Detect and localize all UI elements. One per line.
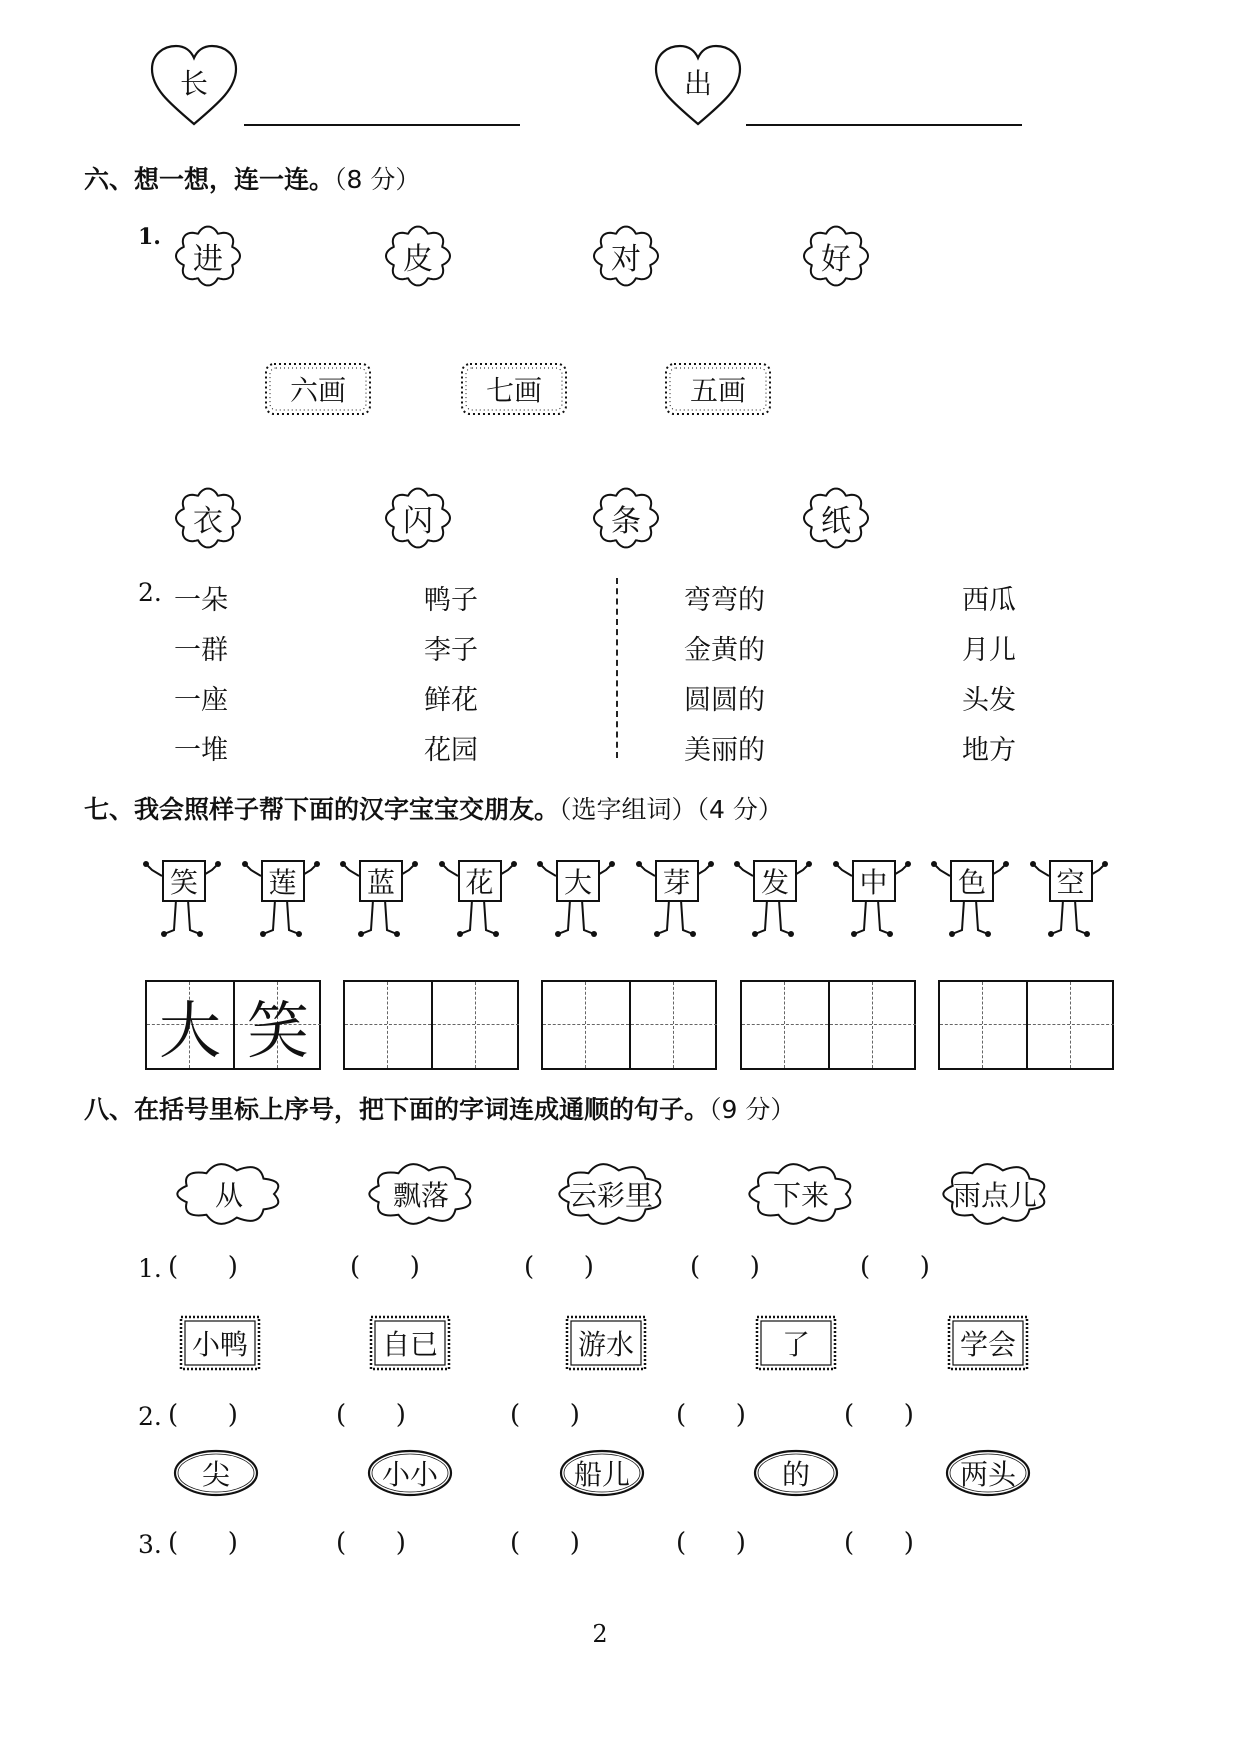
guide-line: [475, 982, 476, 1068]
guide-line: [872, 982, 873, 1068]
character-box[interactable]: 发: [753, 860, 797, 902]
stamp-word-label: 小鸭: [191, 1328, 248, 1361]
example-char: 笑: [246, 993, 309, 1067]
grid-cell[interactable]: [629, 982, 717, 1068]
character-box[interactable]: 大: [556, 860, 600, 902]
flower-char: 进: [193, 242, 223, 277]
page-number: 2: [592, 1620, 608, 1648]
grid-cell[interactable]: [1026, 982, 1114, 1068]
order-answer-blank[interactable]: ( ): [676, 1400, 746, 1430]
character-figure: [339, 858, 419, 948]
character-figure: [142, 858, 222, 948]
cloud-word[interactable]: [940, 1162, 1050, 1226]
section6-score: （8 分）: [334, 165, 421, 194]
order-answer-blank[interactable]: ( ): [524, 1252, 594, 1282]
character-box[interactable]: 中: [852, 860, 896, 902]
sentence-number: 1.: [138, 1254, 162, 1283]
cloud-word-label: 雨点儿: [952, 1179, 1037, 1212]
stamp-word-label: 学会: [959, 1328, 1016, 1361]
character-figure: [930, 858, 1010, 948]
example-char: 大: [158, 993, 221, 1067]
flower-char-0[interactable]: [170, 482, 246, 554]
section6-title: 六、想一想，连一连。: [84, 165, 335, 194]
character-figure: [438, 858, 518, 948]
order-answer-blank[interactable]: ( ): [510, 1528, 580, 1558]
character-box[interactable]: 空: [1049, 860, 1093, 902]
character-box[interactable]: 色: [950, 860, 994, 902]
heart-char: 出: [683, 67, 712, 100]
cloud-word[interactable]: [366, 1162, 476, 1226]
stroke-count-box[interactable]: [262, 360, 374, 418]
character-box[interactable]: 花: [458, 860, 502, 902]
cloud-word-label: 云彩里: [568, 1179, 653, 1212]
order-answer-blank[interactable]: ( ): [676, 1528, 746, 1558]
flower-char-3[interactable]: [798, 482, 874, 554]
noun-left[interactable]: 鲜花: [424, 685, 478, 716]
order-answer-blank[interactable]: ( ): [168, 1252, 238, 1282]
adjective[interactable]: 美丽的: [684, 735, 765, 766]
cloud-word[interactable]: [556, 1162, 666, 1226]
guide-line: [982, 982, 983, 1068]
noun-right[interactable]: 地方: [962, 735, 1016, 766]
section-heading: [84, 160, 420, 196]
character-box[interactable]: 芽: [655, 860, 699, 902]
question-number: 1.: [138, 224, 161, 250]
measure-word[interactable]: 一堆: [174, 735, 228, 766]
cloud-word[interactable]: [746, 1162, 856, 1226]
guide-line: [1070, 982, 1071, 1068]
grid-cell[interactable]: [431, 982, 519, 1068]
oval-word[interactable]: [944, 1448, 1032, 1498]
adjective[interactable]: 金黄的: [684, 635, 765, 666]
stamp-word[interactable]: [564, 1314, 648, 1372]
grid-cell: [233, 982, 321, 1068]
guide-line: [585, 982, 586, 1068]
guide-line: [673, 982, 674, 1068]
order-answer-blank[interactable]: ( ): [844, 1400, 914, 1430]
flower-char: 纸: [821, 504, 851, 539]
guide-line: [387, 982, 388, 1068]
cloud-word-label: 飘落: [392, 1179, 449, 1212]
flower-char-0[interactable]: [170, 220, 246, 292]
sentence-number: 2.: [138, 1402, 162, 1431]
measure-word[interactable]: 一群: [174, 635, 228, 666]
measure-word[interactable]: 一朵: [174, 585, 228, 616]
adjective[interactable]: 弯弯的: [684, 585, 765, 616]
stroke-count-label: 七画: [485, 374, 542, 407]
character-figure: [241, 858, 321, 948]
grid-cell[interactable]: [742, 982, 828, 1068]
noun-right[interactable]: 西瓜: [962, 585, 1016, 616]
stamp-word-label: 了: [781, 1328, 810, 1361]
oval-word-label: 尖: [201, 1458, 230, 1491]
answer-line[interactable]: [244, 124, 520, 126]
flower-char-3[interactable]: [798, 220, 874, 292]
flower-char-1[interactable]: [380, 220, 456, 292]
order-answer-blank[interactable]: ( ): [168, 1400, 238, 1430]
answer-word-grid[interactable]: [541, 980, 717, 1070]
stamp-word-label: 自已: [381, 1328, 438, 1361]
answer-word-grid[interactable]: [343, 980, 519, 1070]
grid-cell[interactable]: [940, 982, 1026, 1068]
flower-char: 闪: [403, 504, 433, 539]
noun-left[interactable]: 李子: [424, 635, 478, 666]
noun-right[interactable]: 头发: [962, 685, 1016, 716]
flower-char-1[interactable]: [380, 482, 456, 554]
answer-line[interactable]: [746, 124, 1022, 126]
section8-title: 八、在括号里标上序号，把下面的字词连成通顺的句子。: [84, 1095, 710, 1124]
character-box[interactable]: 笑: [162, 860, 206, 902]
guide-line: [1028, 1024, 1114, 1025]
order-answer-blank[interactable]: ( ): [168, 1528, 238, 1558]
oval-word[interactable]: [172, 1448, 260, 1498]
oval-word-label: 两头: [959, 1458, 1016, 1491]
order-answer-blank[interactable]: ( ): [336, 1528, 406, 1558]
heart-shape-chang: [148, 44, 240, 128]
question-number: 2.: [138, 578, 162, 607]
stroke-count-box[interactable]: [458, 360, 570, 418]
adjective[interactable]: 圆圆的: [684, 685, 765, 716]
character-box[interactable]: 蓝: [359, 860, 403, 902]
stroke-count-label: 五画: [689, 374, 746, 407]
flower-char: 衣: [193, 504, 223, 539]
order-answer-blank[interactable]: ( ): [336, 1400, 406, 1430]
character-figure: [832, 858, 912, 948]
section7-score: （选字组词）（4 分）: [559, 795, 783, 824]
character-figure: [536, 858, 616, 948]
noun-right[interactable]: 月儿: [962, 635, 1016, 666]
stroke-count-box[interactable]: [662, 360, 774, 418]
character-box[interactable]: 莲: [261, 860, 305, 902]
guide-line: [784, 982, 785, 1068]
cloud-word-label: 从: [214, 1179, 243, 1212]
character-figure: [635, 858, 715, 948]
character-figure: [1029, 858, 1109, 948]
section8-score: （9 分）: [709, 1095, 796, 1124]
order-answer-blank[interactable]: ( ): [844, 1528, 914, 1558]
oval-word-label: 小小: [381, 1458, 438, 1491]
flower-char-2[interactable]: [588, 482, 664, 554]
flower-char: 皮: [403, 242, 433, 277]
flower-char-2[interactable]: [588, 220, 664, 292]
grid-cell[interactable]: [828, 982, 916, 1068]
section-heading: [84, 790, 783, 826]
section7-title: 七、我会照样子帮下面的汉字宝宝交朋友。: [84, 795, 560, 824]
cloud-word[interactable]: [174, 1162, 284, 1226]
guide-line: [345, 1024, 431, 1025]
guide-line: [543, 1024, 629, 1025]
grid-cell[interactable]: [345, 982, 431, 1068]
answer-word-grid[interactable]: [938, 980, 1114, 1070]
stroke-count-label: 六画: [289, 374, 346, 407]
order-answer-blank[interactable]: ( ): [510, 1400, 580, 1430]
oval-word[interactable]: [558, 1448, 646, 1498]
noun-left[interactable]: 花园: [424, 735, 478, 766]
character-figure: [733, 858, 813, 948]
oval-word[interactable]: [366, 1448, 454, 1498]
oval-word-label: 船儿: [573, 1458, 630, 1491]
stamp-word-label: 游水: [577, 1328, 634, 1361]
cloud-word-label: 下来: [772, 1179, 829, 1212]
stamp-word[interactable]: [368, 1314, 452, 1372]
guide-line: [940, 1024, 1026, 1025]
flower-char: 条: [611, 504, 641, 539]
sentence-number: 3.: [138, 1530, 162, 1559]
oval-word[interactable]: [752, 1448, 840, 1498]
flower-char: 好: [821, 242, 851, 277]
example-word-grid: [145, 980, 321, 1070]
oval-word-label: 的: [781, 1458, 810, 1491]
stamp-word[interactable]: [946, 1314, 1030, 1372]
section-heading: [84, 1090, 795, 1126]
flower-char: 对: [611, 242, 641, 277]
stamp-word[interactable]: [754, 1314, 838, 1372]
order-answer-blank[interactable]: ( ): [690, 1252, 760, 1282]
heart-char: 长: [179, 67, 208, 100]
guide-line: [742, 1024, 828, 1025]
order-answer-blank[interactable]: ( ): [860, 1252, 930, 1282]
guide-line: [830, 1024, 916, 1025]
heart-shape-chu: [652, 44, 744, 128]
stamp-word[interactable]: [178, 1314, 262, 1372]
column-divider: [616, 578, 618, 758]
grid-cell[interactable]: [543, 982, 629, 1068]
guide-line: [433, 1024, 519, 1025]
guide-line: [631, 1024, 717, 1025]
order-answer-blank[interactable]: ( ): [350, 1252, 420, 1282]
grid-cell: [147, 982, 233, 1068]
measure-word[interactable]: 一座: [174, 685, 228, 716]
noun-left[interactable]: 鸭子: [424, 585, 478, 616]
answer-word-grid[interactable]: [740, 980, 916, 1070]
